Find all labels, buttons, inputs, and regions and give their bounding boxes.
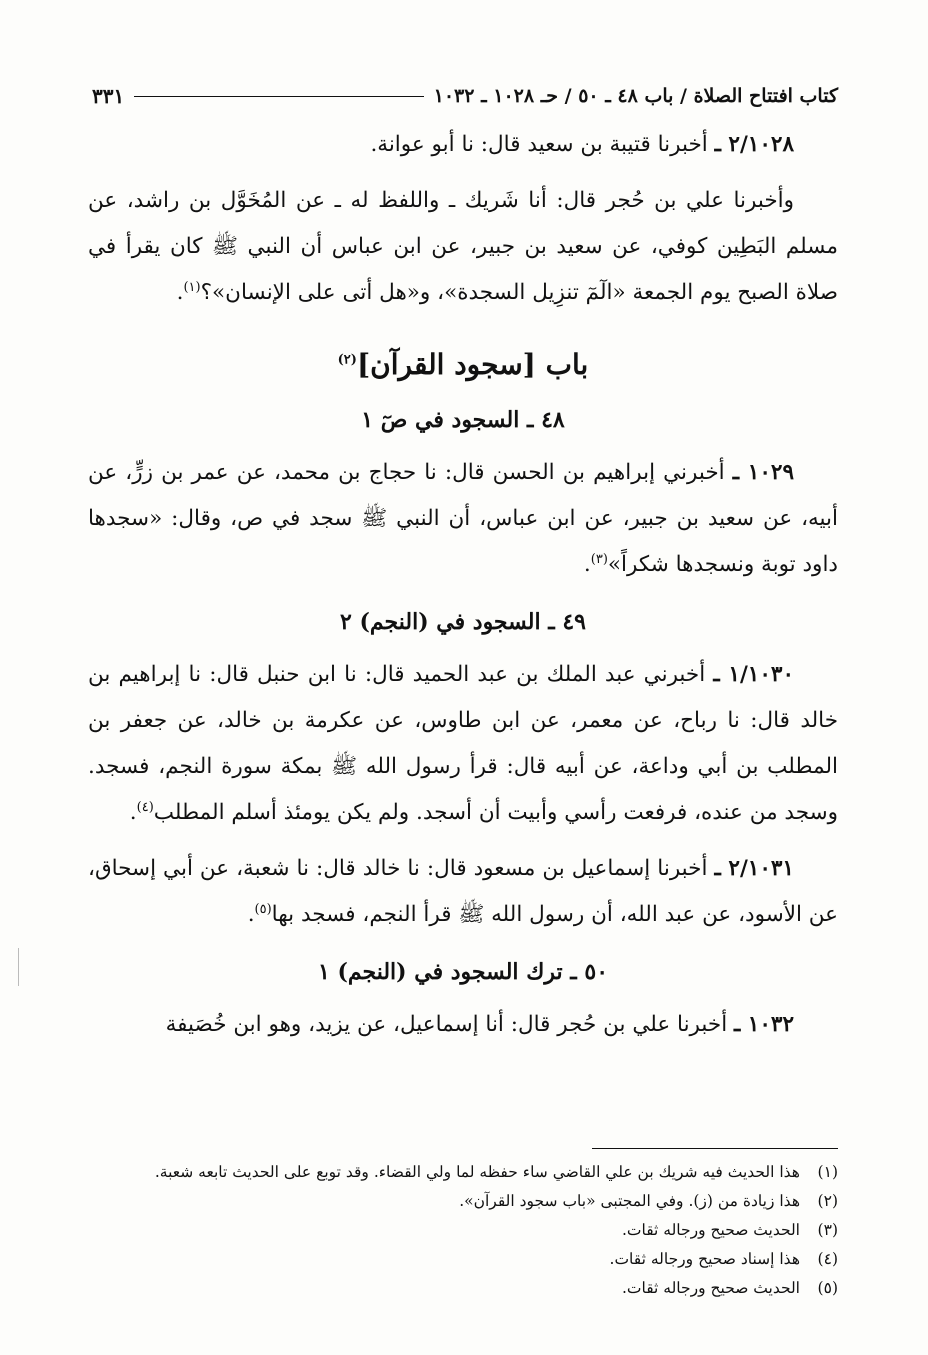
header-rule [134, 96, 423, 97]
hadith-1032 [88, 1002, 838, 1048]
footnote-ref: (٢) [337, 352, 357, 368]
footnote-mark: (٢) [817, 1192, 838, 1210]
footnote-mark: (٥) [817, 1279, 838, 1297]
footnote-mark: (٤) [817, 1250, 838, 1268]
hadith-number: ١٠٣٢ ـ [734, 1012, 794, 1037]
footnote-5 [88, 1274, 838, 1303]
footnote-ref: (٤) [136, 799, 154, 815]
footnote-ref: (٣) [590, 551, 608, 567]
hadith-number: ١٠٢٩ ـ [732, 460, 794, 485]
hadith-text: وأخبرنا علي بن حُجر قال: أنا شَريك ـ واللفظ له ـ عن المُخَوَّل بن راشد، عن مسلم البَطِين كوفي، عن سعيد بن جبير، عن ابن عباس أن النبي ﷺ كان يقرأ في صلاة الصبح يوم الجمعة «الٓمٓ تنزِيل السجدة»، و«هل أتى على الإنسان»؟ [88, 188, 838, 305]
footnote-mark: (٣) [817, 1221, 838, 1239]
footnote-text: هذا زيادة من (ز). وفي المجتبى «باب سجود القرآن». [459, 1192, 800, 1210]
section-title-49: ٤٩ ـ السجود في (النجم) ٢ [340, 609, 586, 635]
hadith-1029 [88, 450, 838, 588]
hadith-1028-2-continued [88, 178, 838, 316]
sentence-end: . [129, 800, 137, 825]
section-title-48: ٤٨ ـ السجود في صٓ ١ [361, 407, 565, 433]
sentence-end: . [176, 280, 184, 305]
footnote-text: هذا الحديث فيه شريك بن علي القاضي ساء حفظه لما ولي القضاء. وقد توبع على الحديث تابعه شعبة. [154, 1163, 800, 1181]
hadith-text: أخبرني إبراهيم بن الحسن قال: نا حجاج بن محمد، عن عمر بن زرٍّ، عن أبيه، عن سعيد بن جبير، عن ابن عباس، أن النبي ﷺ سجد في ص، وقال: «سجدها داود توبة ونسجدها شكراً» [88, 460, 838, 577]
footnote-ref: (١) [183, 279, 201, 295]
hadith-number: ٢/١٠٢٨ ـ [714, 132, 794, 157]
footnote-1 [88, 1158, 838, 1187]
hadith-1030-1 [88, 652, 838, 836]
hadith-1031-2 [88, 846, 838, 938]
hadith-1028-2 [88, 122, 838, 168]
hadith-number: ٢/١٠٣١ ـ [714, 856, 794, 881]
footnote-text: الحديث صحيح ورجاله ثقات. [621, 1279, 800, 1297]
footnote-3 [88, 1216, 838, 1245]
hadith-text: أخبرنا قتيبة بن سعيد قال: نا أبو عوانة. [370, 132, 715, 157]
footnote-ref: (٥) [254, 901, 272, 917]
hadith-text: أخبرنا إسماعيل بن مسعود قال: نا خالد قال: نا شعبة، عن أبي إسحاق، عن الأسود، عن عبد الله، أن رسول الله ﷺ قرأ النجم، فسجد بها [88, 856, 838, 927]
footnote-text: هذا إسناد صحيح ورجاله ثقات. [609, 1250, 800, 1268]
main-text [88, 122, 838, 1058]
running-header-title: كتاب افتتاح الصلاة / باب ٤٨ ـ ٥٠ / حـ ١٠٢٨ ـ ١٠٣٢ [433, 85, 838, 107]
section-title-50: ٥٠ ـ ترك السجود في (النجم) ١ [317, 959, 609, 985]
chapter-title [88, 340, 838, 390]
chapter-title-text: باب [سجود القرآن] [356, 348, 589, 381]
page-number: ٣٣١ [92, 84, 125, 108]
footnote-mark: (١) [817, 1163, 838, 1181]
footnotes [88, 1158, 838, 1303]
sentence-end: . [583, 552, 591, 577]
footnote-text: الحديث صحيح ورجاله ثقات. [621, 1221, 800, 1239]
footnote-2 [88, 1187, 838, 1216]
hadith-text: أخبرنا علي بن حُجر قال: أنا إسماعيل، عن يزيد، وهو ابن خُصَيفة [165, 1012, 734, 1037]
footnote-separator [592, 1148, 838, 1149]
running-header [92, 84, 838, 108]
scan-margin-mark [18, 948, 21, 986]
footnote-4 [88, 1245, 838, 1274]
hadith-number: ١/١٠٣٠ ـ [713, 662, 794, 687]
hadith-text: أخبرني عبد الملك بن عبد الحميد قال: نا ابن حنبل قال: نا إبراهيم بن خالد قال: نا رباح، عن معمر، عن ابن طاوس، عن عكرمة بن خالد، عن جعفر بن المطلب بن أبي وداعة، عن أبيه قال: قرأ رسول الله ﷺ بمكة سورة النجم، فسجد. وسجد من عنده، فرفعت رأسي وأبيت أن أسجد. ولم يكن يومئذ أسلم المطلب [88, 662, 838, 825]
sentence-end: . [247, 902, 255, 927]
